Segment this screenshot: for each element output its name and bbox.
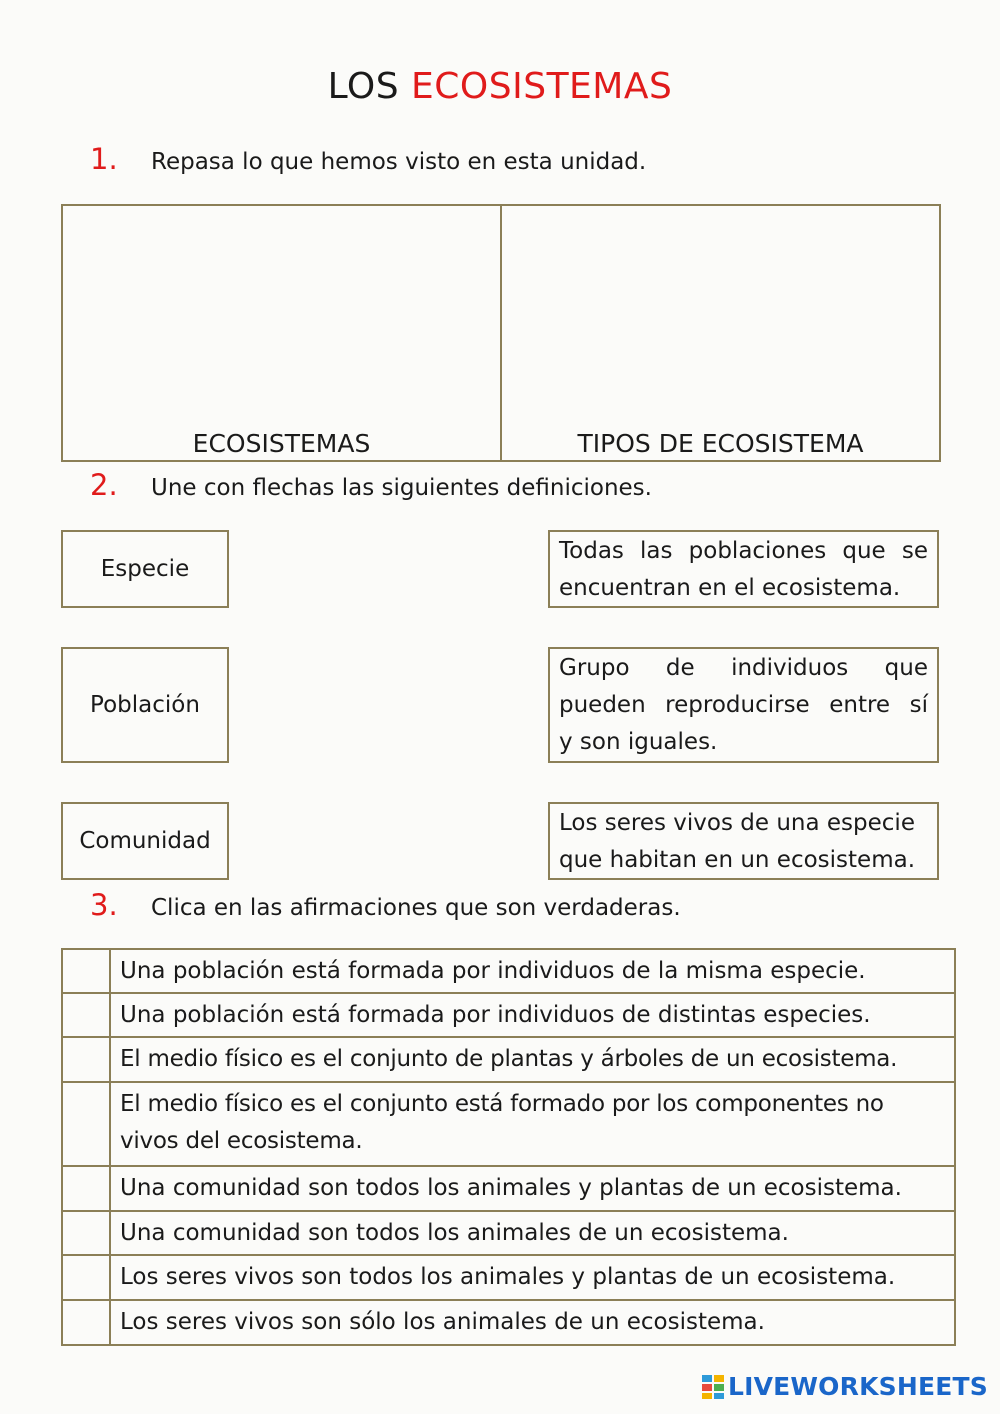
definition-line: Grupo de individuos que xyxy=(559,655,928,681)
title-prefix: LOS xyxy=(327,66,412,107)
tipos-ecosistema-label: TIPOS DE ECOSISTEMA xyxy=(577,429,864,458)
definition-line: Todas las poblaciones que se xyxy=(559,538,928,564)
statement-row[interactable] xyxy=(63,1301,954,1344)
section-3-number: 3. xyxy=(90,888,118,922)
liveworksheets-logo-text: LIVEWORKSHEETS xyxy=(727,1372,988,1401)
statement-text: El medio físico es el conjunto de plantas y árboles de un ecosistema. xyxy=(120,1046,898,1072)
definition-poblacion[interactable] xyxy=(548,802,939,880)
statement-row[interactable] xyxy=(63,994,954,1038)
statement-checkbox[interactable] xyxy=(63,1167,111,1210)
liveworksheets-logo-icon xyxy=(702,1375,724,1399)
statement-text: El medio físico es el conjunto está formado por los componentes no vivos del ecosistema. xyxy=(120,1091,884,1154)
definition-line: pueden reproducirse entre sí xyxy=(559,692,928,718)
review-box-divider xyxy=(500,206,502,460)
statement-checkbox[interactable] xyxy=(63,1212,111,1254)
statement-checkbox[interactable] xyxy=(63,1038,111,1081)
statement-text: Una comunidad son todos los animales y plantas de un ecosistema. xyxy=(120,1175,902,1201)
term-especie[interactable]: Especie xyxy=(61,530,229,608)
statement-checkbox[interactable] xyxy=(63,950,111,992)
statement-row[interactable] xyxy=(63,1212,954,1256)
term-comunidad[interactable]: Comunidad xyxy=(61,802,229,880)
statement-checkbox[interactable] xyxy=(63,994,111,1036)
statement-text: Una población está formada por individuos de distintas especies. xyxy=(120,1002,871,1028)
section-2-instruction: Une con flechas las siguientes definiciones. xyxy=(151,475,652,501)
ecosistemas-label: ECOSISTEMAS xyxy=(192,429,371,458)
definition-line: Los seres vivos de una especie xyxy=(559,810,915,836)
definition-comunidad[interactable] xyxy=(548,530,939,608)
statement-text: Una población está formada por individuos de la misma especie. xyxy=(120,958,866,984)
statements-table xyxy=(61,948,956,1346)
statement-row[interactable] xyxy=(63,1256,954,1301)
section-3-instruction: Clica en las afirmaciones que son verdaderas. xyxy=(151,895,681,921)
statement-row[interactable] xyxy=(63,1083,954,1167)
statement-checkbox[interactable] xyxy=(63,1301,111,1344)
statement-checkbox[interactable] xyxy=(63,1256,111,1299)
definition-line: y son iguales. xyxy=(559,729,718,755)
definition-line: que habitan en un ecosistema. xyxy=(559,847,916,873)
review-box xyxy=(61,204,941,462)
statement-row[interactable] xyxy=(63,1038,954,1083)
liveworksheets-logo xyxy=(702,1372,988,1401)
section-1-number: 1. xyxy=(90,142,118,176)
definition-especie[interactable] xyxy=(548,647,939,763)
statement-row[interactable] xyxy=(63,950,954,994)
definition-line: encuentran en el ecosistema. xyxy=(559,575,901,601)
statement-row[interactable] xyxy=(63,1167,954,1212)
section-1-instruction: Repasa lo que hemos visto en esta unidad. xyxy=(151,149,647,175)
page-title xyxy=(0,66,1000,107)
section-2-number: 2. xyxy=(90,468,118,502)
term-poblacion[interactable]: Población xyxy=(61,647,229,763)
statement-text: Los seres vivos son sólo los animales de un ecosistema. xyxy=(120,1309,765,1335)
statement-text: Los seres vivos son todos los animales y plantas de un ecosistema. xyxy=(120,1264,896,1290)
title-highlight: ECOSISTEMAS xyxy=(411,66,673,107)
statement-checkbox[interactable] xyxy=(63,1083,111,1165)
statement-text: Una comunidad son todos los animales de un ecosistema. xyxy=(120,1220,789,1246)
